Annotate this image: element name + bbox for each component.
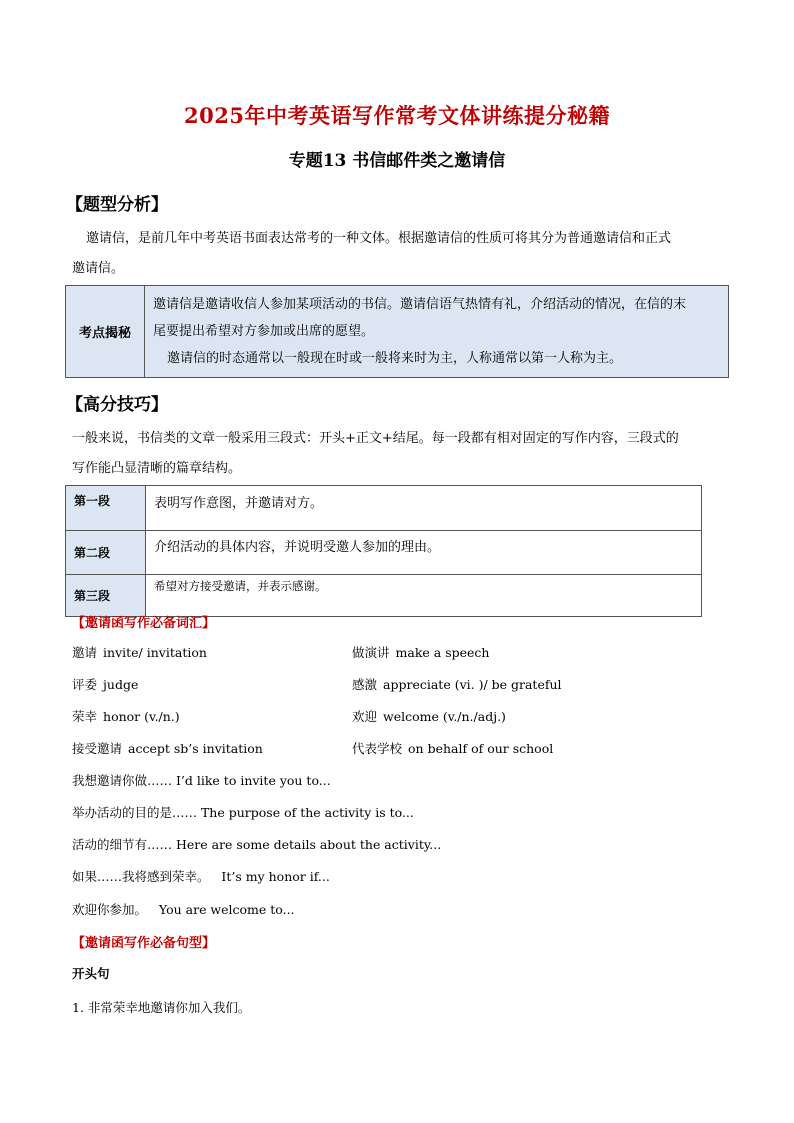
- table-row-label: 第三段: [66, 575, 146, 617]
- paragraph-structure-table: [65, 485, 702, 617]
- table-row: [66, 531, 702, 575]
- vocab-zh: 接受邀请: [72, 741, 123, 756]
- key-point-content: [145, 286, 728, 377]
- vocab-zh: 欢迎: [352, 709, 378, 724]
- analysis-intro-line1: 邀请信，是前几年中考英语书面表达常考的一种文体。根据邀请信的性质可将其分为普通邀请信和正式: [86, 231, 672, 246]
- vocab-item: [72, 643, 207, 661]
- vocab-item: [352, 739, 553, 757]
- sentence-pattern-heading: 【邀请函写作必备句型】: [72, 936, 216, 951]
- table-row-content: 介绍活动的具体内容，并说明受邀人参加的理由。: [146, 531, 702, 575]
- vocab-en: honor (v./n.): [103, 709, 180, 724]
- analysis-intro-line2: 邀请信。: [72, 261, 125, 276]
- vocab-zh: 感激: [352, 677, 378, 692]
- vocab-zh: 评委: [72, 677, 98, 692]
- vocab-en: on behalf of our school: [408, 741, 554, 756]
- table-row-label: 第二段: [66, 531, 146, 575]
- vocab-zh: 邀请: [72, 645, 98, 660]
- document-title: 2025年中考英语写作常考文体讲练提分秘籍: [184, 103, 610, 128]
- table-row: [66, 486, 702, 531]
- skills-intro-line1: 一般来说，书信类的文章一般采用三段式：开头+正文+结尾。每一段都有相对固定的写作内容，三段式的: [72, 431, 679, 446]
- section-heading-analysis: 【题型分析】: [66, 195, 168, 215]
- section-heading-skills: 【高分技巧】: [66, 395, 168, 415]
- table-row: [66, 575, 702, 617]
- key-point-label: 考点揭秘: [66, 286, 145, 377]
- vocab-item: [352, 675, 562, 693]
- vocab-en: judge: [103, 677, 139, 692]
- key-point-line2: 尾要提出希望对方参加或出席的愿望。: [153, 324, 375, 339]
- skills-intro-line2: 写作能凸显清晰的篇章结构。: [72, 461, 242, 476]
- table-row-label: 第一段: [66, 486, 146, 531]
- vocab-zh: 代表学校: [352, 741, 403, 756]
- vocab-zh: 做演讲: [352, 645, 390, 660]
- vocab-en: appreciate (vi. )/ be grateful: [383, 677, 562, 692]
- table-row-content: 希望对方接受邀请，并表示感谢。: [146, 575, 702, 617]
- document-subtitle: 专题13 书信邮件类之邀请信: [288, 151, 506, 171]
- sentence-item: 1. 非常荣幸地邀请你加入我们。: [72, 1000, 251, 1015]
- opening-sentence-subheading: 开头句: [72, 966, 110, 981]
- phrase-line: 举办活动的目的是…… The purpose of the activity is to...: [72, 805, 414, 820]
- vocab-en: welcome (v./n./adj.): [383, 709, 506, 724]
- vocab-item: [72, 739, 263, 757]
- vocab-item: [352, 707, 506, 725]
- key-point-box: [65, 285, 729, 378]
- phrase-line: 如果……我将感到荣幸。 It’s my honor if...: [72, 869, 330, 884]
- phrase-line: 活动的细节有…… Here are some details about the activity...: [72, 837, 442, 852]
- vocab-en: invite/ invitation: [103, 645, 207, 660]
- phrase-line: 欢迎你参加。 You are welcome to...: [72, 902, 295, 917]
- key-point-line3: 邀请信的时态通常以一般现在时或一般将来时为主，人称通常以第一人称为主。: [167, 351, 623, 366]
- key-point-line1: 邀请信是邀请收信人参加某项活动的书信。邀请信语气热情有礼，介绍活动的情况，在信的末: [153, 297, 687, 312]
- vocab-heading: 【邀请函写作必备词汇】: [72, 616, 216, 631]
- vocab-en: accept sb’s invitation: [128, 741, 263, 756]
- vocab-en: make a speech: [395, 645, 490, 660]
- phrase-line: 我想邀请你做…… I’d like to invite you to...: [72, 773, 331, 788]
- table-row-content: 表明写作意图，并邀请对方。: [146, 486, 702, 531]
- analysis-intro: [72, 224, 722, 284]
- skills-intro: [72, 424, 722, 484]
- vocab-item: [72, 707, 180, 725]
- vocab-item: [352, 643, 489, 661]
- vocab-zh: 荣幸: [72, 709, 98, 724]
- vocab-item: [72, 675, 138, 693]
